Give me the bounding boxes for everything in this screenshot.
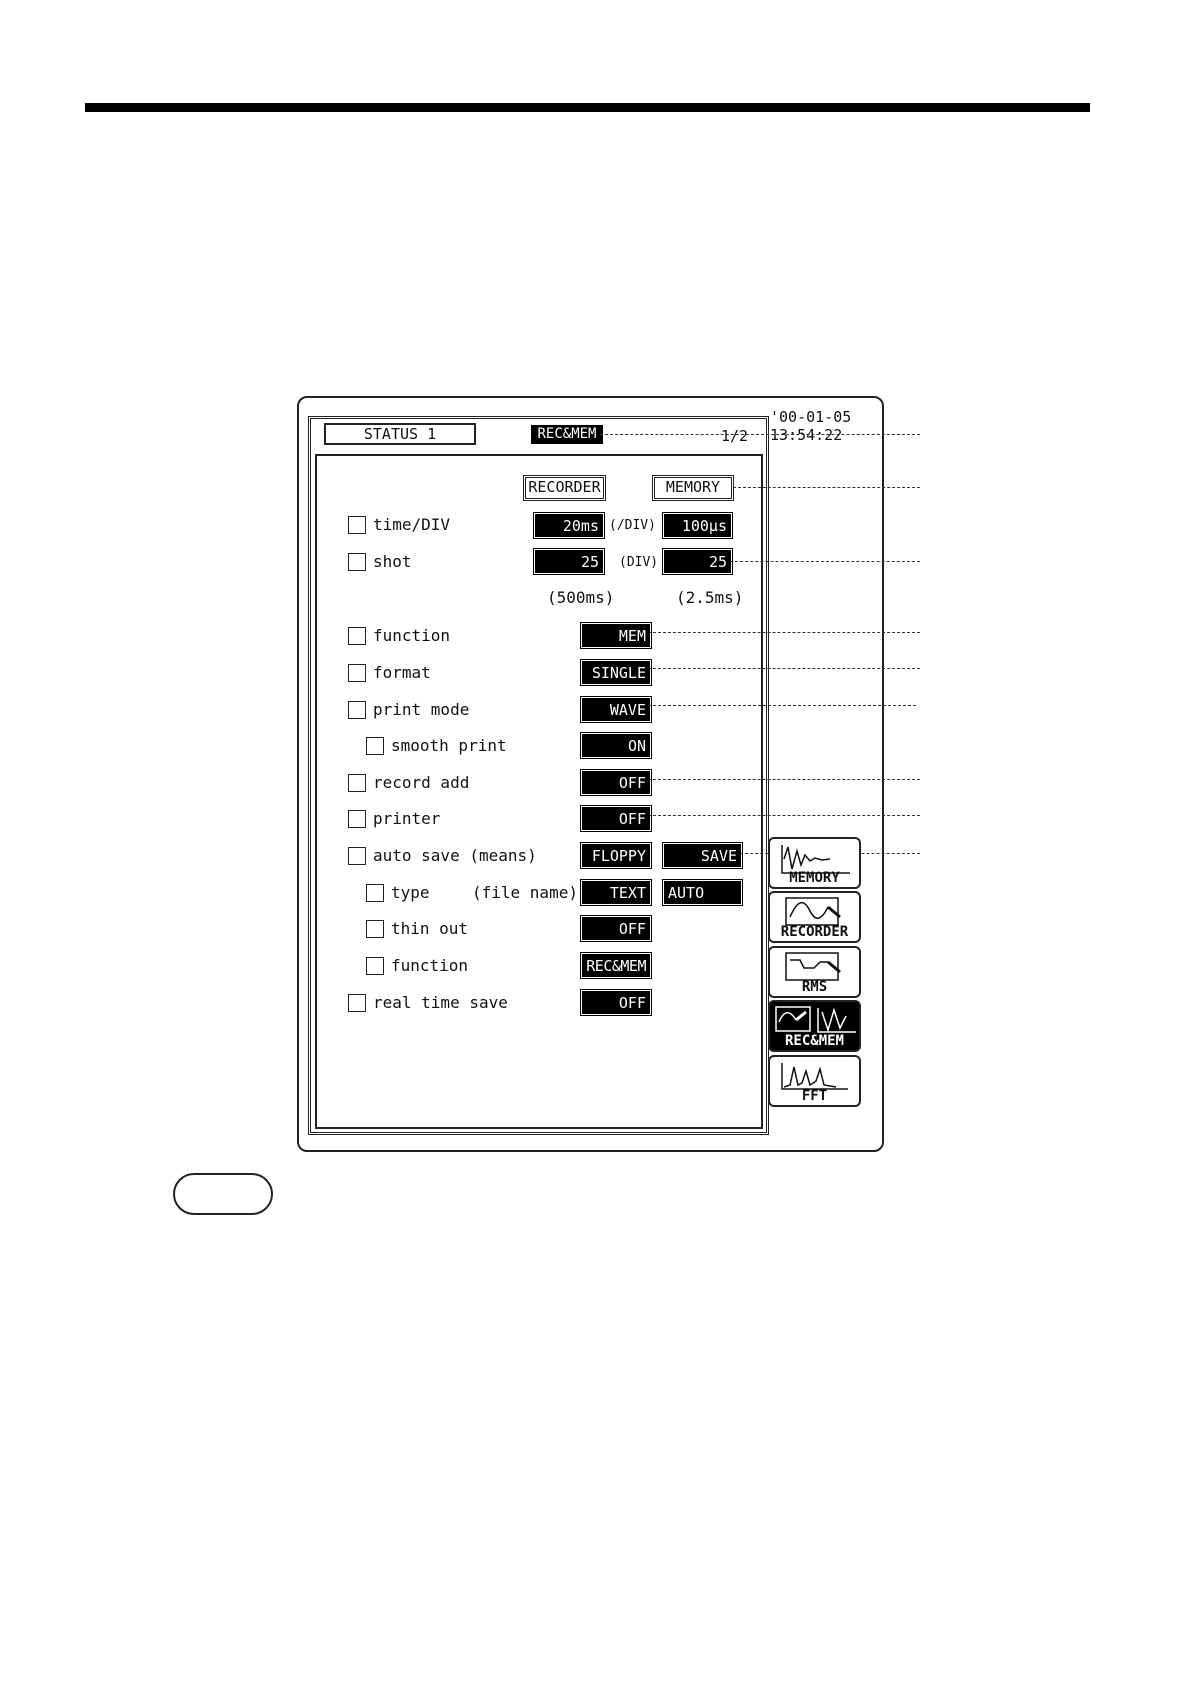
file-name-label: (file name) [472, 883, 578, 902]
time-div-label: time/DIV [373, 515, 451, 534]
callout-line [648, 668, 920, 669]
memory-column-label: MEMORY [654, 477, 732, 499]
real-time-save-checkbox[interactable] [348, 994, 366, 1012]
smooth-print-value[interactable]: ON [582, 734, 650, 757]
rec-mem-key-label: REC&MEM [784, 1033, 844, 1049]
shot-checkbox[interactable] [348, 553, 366, 571]
real-time-save-label: real time save [373, 993, 508, 1012]
time-display: 13:54:22 [770, 426, 843, 444]
time-div-memory-value[interactable]: 100μs [664, 514, 731, 537]
format-label: format [373, 663, 431, 682]
smooth-print-label: smooth print [391, 736, 507, 755]
smooth-print-checkbox[interactable] [366, 737, 384, 755]
recorder-column-button[interactable] [523, 475, 606, 501]
thin-out-label: thin out [391, 919, 469, 938]
tab-status-1[interactable]: STATUS 1 [324, 423, 476, 445]
save-function-value[interactable]: REC&MEM [582, 954, 650, 977]
record-add-label: record add [373, 773, 470, 792]
function-label: function [373, 626, 451, 645]
print-mode-value[interactable]: WAVE [582, 698, 650, 721]
callout-line [733, 487, 920, 488]
file-name-value[interactable]: AUTO [664, 881, 741, 904]
record-add-checkbox[interactable] [348, 774, 366, 792]
auto-save-checkbox[interactable] [348, 847, 366, 865]
rec-mem-function-key[interactable] [768, 1000, 861, 1052]
note-badge [173, 1173, 273, 1215]
fft-function-key[interactable] [768, 1055, 861, 1107]
fft-key-label: FFT [801, 1088, 828, 1104]
type-label: type [391, 883, 430, 902]
page-indicator: 1/2 [721, 427, 749, 445]
print-mode-label: print mode [373, 700, 470, 719]
recorder-column-label: RECORDER [525, 477, 604, 499]
memory-column-button[interactable] [652, 475, 734, 501]
time-div-unit: (/DIV) [609, 518, 656, 533]
memory-key-label: MEMORY [789, 870, 840, 886]
print-mode-checkbox[interactable] [348, 701, 366, 719]
rms-function-key[interactable] [768, 946, 861, 998]
save-function-checkbox[interactable] [366, 957, 384, 975]
auto-save-button[interactable]: SAVE [664, 844, 741, 867]
type-checkbox[interactable] [366, 884, 384, 902]
time-div-checkbox[interactable] [348, 516, 366, 534]
real-time-save-value[interactable]: OFF [582, 991, 650, 1014]
rms-key-label: RMS [801, 979, 828, 995]
callout-line [648, 705, 916, 706]
function-checkbox[interactable] [348, 627, 366, 645]
thin-out-checkbox[interactable] [366, 920, 384, 938]
record-add-value[interactable]: OFF [582, 771, 650, 794]
function-value[interactable]: MEM [582, 624, 650, 647]
shot-memory-total: (2.5ms) [676, 588, 744, 607]
shot-recorder-value[interactable]: 25 [535, 550, 603, 573]
shot-label: shot [373, 552, 412, 571]
auto-save-label: auto save (means) [373, 846, 537, 865]
date-display: '00-01-05 [770, 408, 852, 426]
callout-line [648, 815, 920, 816]
callout-line [600, 434, 920, 435]
shot-memory-value[interactable]: 25 [664, 550, 731, 573]
header-rule [85, 103, 1090, 112]
recorder-key-label: RECORDER [780, 924, 849, 940]
printer-checkbox[interactable] [348, 810, 366, 828]
memory-function-key[interactable] [768, 837, 861, 889]
shot-recorder-total: (500ms) [547, 588, 615, 607]
format-checkbox[interactable] [348, 664, 366, 682]
save-function-label: function [391, 956, 469, 975]
type-value[interactable]: TEXT [582, 881, 650, 904]
printer-value[interactable]: OFF [582, 807, 650, 830]
printer-label: printer [373, 809, 441, 828]
callout-line [730, 561, 920, 562]
shot-unit: (DIV) [619, 555, 659, 570]
time-div-recorder-value[interactable]: 20ms [535, 514, 603, 537]
recorder-function-key[interactable] [768, 891, 861, 943]
format-value[interactable]: SINGLE [582, 661, 650, 684]
thin-out-value[interactable]: OFF [582, 917, 650, 940]
auto-save-means-value[interactable]: FLOPPY [582, 844, 650, 867]
callout-line [648, 632, 920, 633]
mode-indicator: REC&MEM [531, 425, 603, 444]
callout-line [648, 779, 920, 780]
